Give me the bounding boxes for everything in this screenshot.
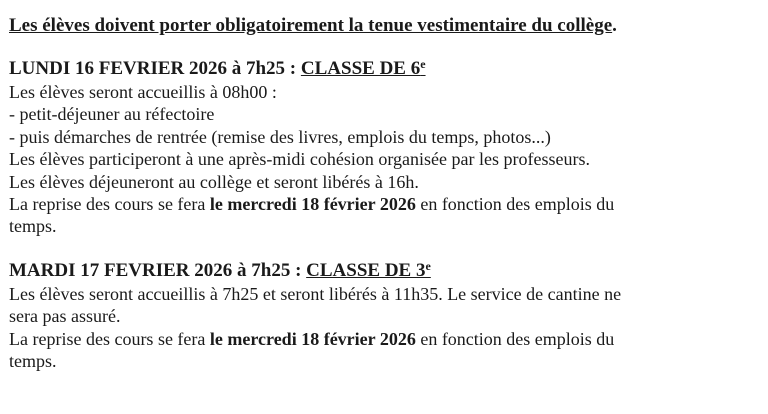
section-6e-date: LUNDI 16 FEVRIER 2026 à 7h25 : [9,58,301,79]
section-6e-reprise: La reprise des cours se fera le mercredi 18 février 2026 en fonction des emplois du [9,194,615,215]
section-6e-class-label: CLASSE DE 6e [300,57,426,79]
section-6e-reprise-date: le mercredi 18 février 2026 [209,194,416,215]
section-3e-class-label: CLASSE DE 3e [306,258,431,281]
section-3e-reprise: La reprise des cours se fera le mercredi 18 février 2026 en fonction des emplois du [9,328,615,349]
section-6e-reprise-wrap: temps. [9,216,57,237]
section-3e-heading [9,259,761,283]
section-3e-line: Les élèves seront accueillis à 7h25 et seront libérés à 11h35. Le service de cantine ne [9,283,622,304]
section-6e-body [9,81,761,238]
section-6e-class-sup: e [420,57,426,71]
dress-code-notice [9,14,761,38]
section-6e-line: - petit-déjeuner au réfectoire [9,104,215,125]
section-3e-body [9,283,761,373]
section-6e-line: Les élèves déjeuneront au collège et seront libérés à 16h. [9,171,419,192]
section-3e-date: MARDI 17 FEVRIER 2026 à 7h25 : [9,259,307,281]
section-6e-line: Les élèves participeront à une après-midi cohésion organisée par les professeurs. [9,149,590,170]
section-6e-line: - puis démarches de rentrée (remise des livres, emplois du temps, photos...) [9,126,551,147]
notice-document [9,14,761,393]
section-6e-line: Les élèves seront accueillis à 08h00 : [9,82,277,102]
dress-code-text: Les élèves doivent porter obligatoirement la tenue vestimentaire du collège [9,15,613,36]
section-3e [9,259,761,373]
dress-code-period: . [612,15,617,36]
section-6e [9,57,761,238]
section-3e-line: sera pas assuré. [9,306,121,327]
section-6e-heading [9,57,761,81]
section-3e-reprise-wrap: temps. [9,351,57,372]
section-3e-reprise-date: le mercredi 18 février 2026 [209,328,416,349]
section-3e-class-sup: e [425,258,431,273]
